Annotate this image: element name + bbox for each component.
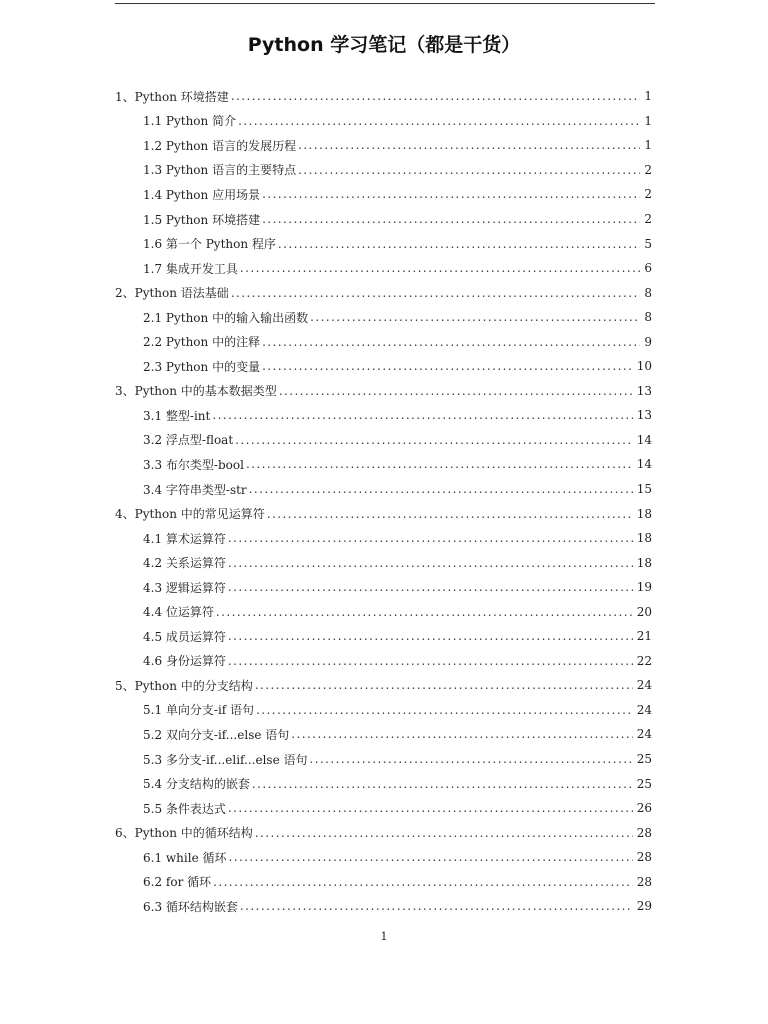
toc-section-entry[interactable] (143, 305, 652, 330)
toc-section-entry[interactable] (143, 894, 652, 919)
toc-entry-page: 24 (636, 702, 652, 717)
toc-section-entry[interactable] (143, 158, 652, 183)
page-number: 1 (380, 930, 388, 943)
toc-dot-leader (255, 679, 633, 691)
toc-entry-page: 24 (636, 727, 652, 742)
toc-dot-leader (231, 90, 641, 102)
toc-entry-label: 4.5 成员运算符 (143, 629, 226, 644)
toc-dot-leader (291, 728, 632, 740)
toc-chapter-entry[interactable] (115, 673, 652, 698)
toc-entry-page: 29 (636, 899, 652, 914)
toc-entry-page: 15 (636, 482, 652, 497)
toc-dot-leader (240, 262, 640, 274)
toc-entry-label: 2.2 Python 中的注释 (143, 335, 261, 350)
toc-chapter-entry[interactable] (115, 820, 652, 845)
toc-section-entry[interactable] (143, 354, 652, 379)
toc-dot-leader (262, 213, 640, 225)
toc-entry-label: 2.1 Python 中的输入输出函数 (143, 310, 309, 325)
toc-entry-label: 6.2 for 循环 (143, 875, 212, 890)
toc-section-entry[interactable] (143, 747, 652, 772)
toc-section-entry[interactable] (143, 133, 652, 158)
toc-entry-page: 13 (636, 383, 652, 398)
toc-section-entry[interactable] (143, 329, 652, 354)
toc-dot-leader (255, 827, 633, 839)
toc-entry-page: 5 (644, 236, 652, 251)
toc-entry-label: 1.1 Python 简介 (143, 114, 237, 129)
toc-dot-leader (228, 557, 633, 569)
toc-entry-label: 3.2 浮点型-float (143, 433, 234, 448)
toc-chapter-entry[interactable] (115, 501, 652, 526)
toc-dot-leader (216, 606, 633, 618)
toc-section-entry[interactable] (143, 722, 652, 747)
toc-entry-label: 5.4 分支结构的嵌套 (143, 777, 250, 792)
toc-section-entry[interactable] (143, 575, 652, 600)
toc-dot-leader (249, 483, 633, 495)
toc-dot-leader (256, 704, 633, 716)
toc-entry-label: 3.3 布尔类型-bool (143, 457, 244, 472)
toc-entry-page: 6 (644, 261, 652, 276)
toc-entry-label: 4.1 算术运算符 (143, 531, 226, 546)
toc-entry-label: 1.4 Python 应用场景 (143, 187, 261, 202)
toc-entry-label: 6.3 循环结构嵌套 (143, 899, 238, 914)
table-of-contents (0, 84, 768, 919)
toc-entry-label: 5、Python 中的分支结构 (115, 678, 253, 693)
toc-entry-label: 2.3 Python 中的变量 (143, 359, 261, 374)
toc-dot-leader (228, 581, 633, 593)
toc-section-entry[interactable] (143, 231, 652, 256)
toc-dot-leader (228, 655, 633, 667)
toc-entry-page: 18 (636, 506, 652, 521)
toc-section-entry[interactable] (143, 109, 652, 134)
toc-section-entry[interactable] (143, 624, 652, 649)
toc-entry-label: 4、Python 中的常见运算符 (115, 507, 265, 522)
toc-dot-leader (228, 630, 633, 642)
toc-entry-label: 4.4 位运算符 (143, 605, 214, 620)
toc-entry-page: 28 (636, 850, 652, 865)
toc-entry-label: 5.2 双向分支-if...else 语句 (143, 727, 290, 742)
toc-section-entry[interactable] (143, 477, 652, 502)
toc-section-entry[interactable] (143, 698, 652, 723)
toc-dot-leader (238, 115, 640, 127)
toc-section-entry[interactable] (143, 649, 652, 674)
toc-entry-label: 1.2 Python 语言的发展历程 (143, 138, 297, 153)
toc-dot-leader (310, 753, 633, 765)
toc-entry-label: 4.2 关系运算符 (143, 556, 226, 571)
toc-chapter-entry[interactable] (115, 84, 652, 109)
toc-entry-page: 2 (644, 162, 652, 177)
toc-entry-page: 9 (644, 334, 652, 349)
toc-dot-leader (229, 851, 633, 863)
toc-section-entry[interactable] (143, 550, 652, 575)
toc-section-entry[interactable] (143, 796, 652, 821)
toc-entry-label: 1.6 第一个 Python 程序 (143, 237, 276, 252)
toc-section-entry[interactable] (143, 845, 652, 870)
toc-dot-leader (262, 360, 633, 372)
toc-section-entry[interactable] (143, 403, 652, 428)
toc-dot-leader (240, 900, 633, 912)
top-rule (115, 3, 655, 4)
toc-dot-leader (252, 778, 633, 790)
toc-section-entry[interactable] (143, 452, 652, 477)
toc-entry-label: 2、Python 语法基础 (115, 286, 229, 301)
toc-dot-leader (228, 532, 633, 544)
toc-section-entry[interactable] (143, 256, 652, 281)
toc-entry-label: 4.6 身份运算符 (143, 654, 226, 669)
toc-section-entry[interactable] (143, 207, 652, 232)
document-title: Python 学习笔记（都是干货） (247, 34, 521, 56)
toc-section-entry[interactable] (143, 599, 652, 624)
toc-dot-leader (298, 164, 640, 176)
toc-dot-leader (278, 238, 640, 250)
toc-section-entry[interactable] (143, 526, 652, 551)
toc-entry-label: 6、Python 中的循环结构 (115, 826, 253, 841)
toc-dot-leader (231, 287, 641, 299)
toc-dot-leader (262, 188, 640, 200)
toc-entry-page: 18 (636, 531, 652, 546)
toc-entry-label: 3.4 字符串类型-str (143, 482, 247, 497)
toc-dot-leader (246, 458, 633, 470)
toc-entry-page: 14 (636, 432, 652, 447)
toc-entry-page: 8 (644, 285, 652, 300)
toc-entry-label: 3.1 整型-int (143, 408, 211, 423)
toc-entry-page: 20 (636, 604, 652, 619)
toc-entry-label: 1.3 Python 语言的主要特点 (143, 163, 297, 178)
toc-entry-page: 10 (636, 359, 652, 374)
toc-entry-label: 1.7 集成开发工具 (143, 261, 238, 276)
toc-entry-label: 5.5 条件表达式 (143, 801, 226, 816)
toc-entry-page: 1 (644, 89, 652, 104)
toc-entry-page: 19 (636, 580, 652, 595)
toc-chapter-entry[interactable] (115, 379, 652, 404)
toc-entry-page: 24 (636, 678, 652, 693)
toc-entry-label: 1、Python 环境搭建 (115, 89, 229, 104)
toc-entry-label: 1.5 Python 环境搭建 (143, 212, 261, 227)
toc-entry-page: 26 (636, 801, 652, 816)
toc-entry-label: 5.3 多分支-if...elif...else 语句 (143, 752, 308, 767)
toc-entry-page: 25 (636, 776, 652, 791)
toc-dot-leader (279, 385, 633, 397)
toc-dot-leader (267, 508, 633, 520)
toc-entry-page: 14 (636, 457, 652, 472)
toc-dot-leader (228, 802, 633, 814)
toc-section-entry[interactable] (143, 771, 652, 796)
toc-entry-page: 18 (636, 555, 652, 570)
toc-entry-page: 1 (644, 113, 652, 128)
toc-entry-label: 4.3 逻辑运算符 (143, 580, 226, 595)
toc-entry-page: 21 (636, 629, 652, 644)
toc-entry-page: 28 (636, 825, 652, 840)
toc-entry-page: 28 (636, 874, 652, 889)
toc-section-entry[interactable] (143, 182, 652, 207)
toc-dot-leader (310, 311, 640, 323)
toc-entry-label: 5.1 单向分支-if 语句 (143, 703, 255, 718)
toc-dot-leader (235, 434, 633, 446)
toc-dot-leader (212, 409, 632, 421)
toc-entry-page: 22 (636, 653, 652, 668)
toc-entry-page: 2 (644, 187, 652, 202)
toc-entry-page: 25 (636, 752, 652, 767)
toc-entry-page: 1 (644, 138, 652, 153)
toc-section-entry[interactable] (143, 428, 652, 453)
toc-dot-leader (262, 336, 640, 348)
toc-entry-label: 6.1 while 循环 (143, 850, 227, 865)
toc-section-entry[interactable] (143, 870, 652, 895)
toc-entry-page: 13 (636, 408, 652, 423)
toc-entry-page: 8 (644, 310, 652, 325)
toc-entry-page: 2 (644, 212, 652, 226)
toc-dot-leader (213, 876, 633, 888)
toc-chapter-entry[interactable] (115, 280, 652, 305)
toc-entry-label: 3、Python 中的基本数据类型 (115, 384, 277, 399)
toc-dot-leader (298, 139, 640, 151)
